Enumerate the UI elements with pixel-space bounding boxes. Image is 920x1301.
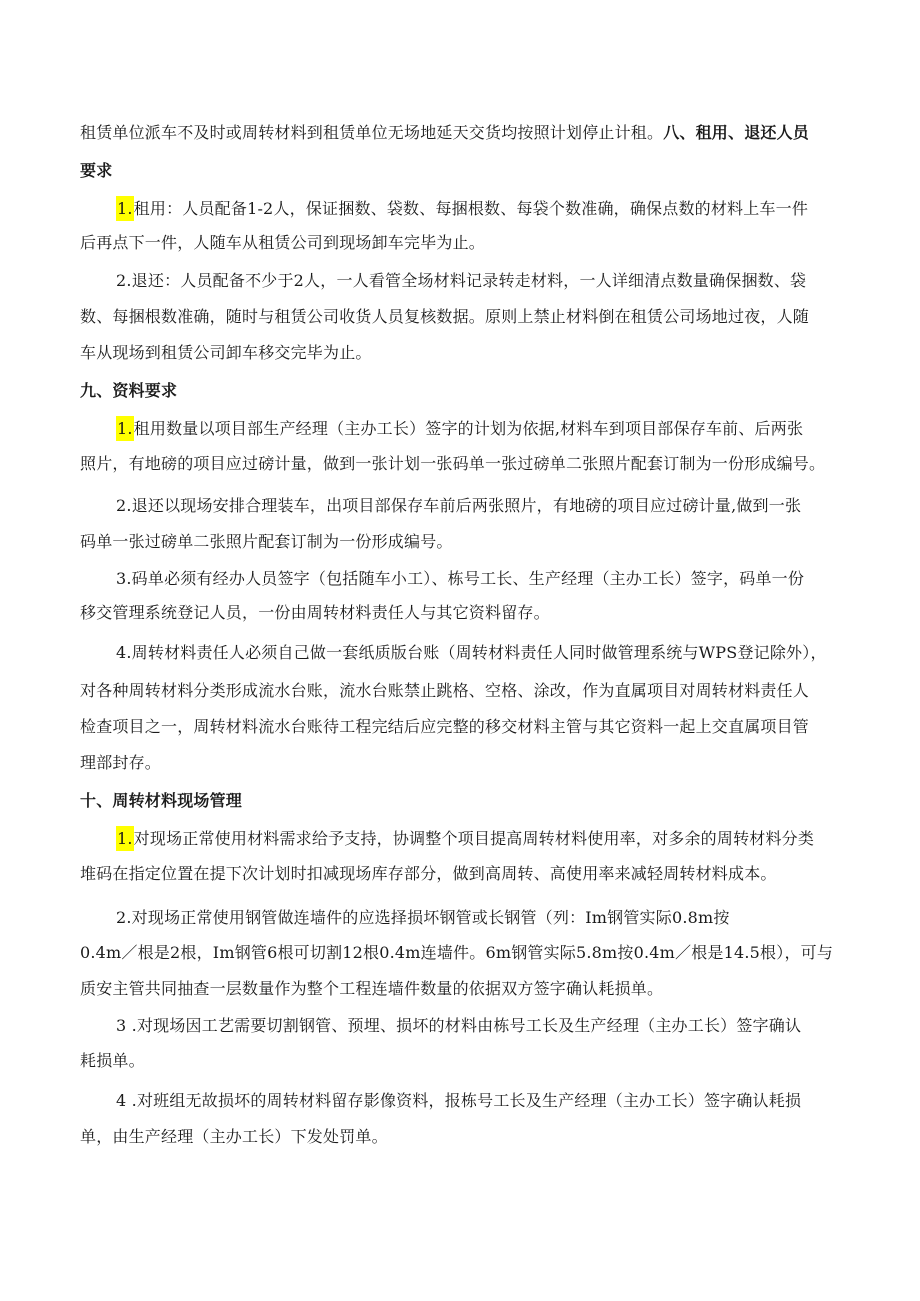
- section-8-heading: 八、租用、退还人员: [663, 123, 810, 142]
- s8-item2-line3: 车从现场到租赁公司卸车移交完毕为止。: [80, 343, 372, 362]
- s9-item1-text: 租用数量以项目部生产经理（主办工长）签字的计划为依据,材料车到项目部保存车前、后两张: [133, 419, 804, 438]
- s10-item2-line2: 0.4m／根是2根，Im钢管6根可切割12根0.4m连墙件。6m钢管实际5.8m按0.4m／根是14.5根），可与: [80, 943, 834, 962]
- s9-item3-line1: 3.码单必须有经办人员签字（包括随车小工）、栋号工长、生产经理（主办工长）签字，码单一份: [116, 569, 805, 588]
- s9-item4-line4: 理部封存。: [80, 753, 162, 772]
- s9-item2-line2: 码单一张过磅单二张照片配套订制为一份形成编号。: [80, 532, 453, 551]
- s10-item3-line2: 耗损单。: [80, 1051, 145, 1070]
- highlighted-number: 1.: [116, 826, 134, 851]
- section-10-heading: 十、周转材料现场管理: [80, 791, 243, 810]
- section-9-heading: 九、资料要求: [80, 381, 178, 400]
- s9-item2-line1: 2.退还以现场安排合理装车，出项目部保存车前后两张照片，有地磅的项目应过磅计量,做到一张: [116, 496, 802, 515]
- s9-item4-line3: 检查项目之一，周转材料流水台账待工程完结后应完整的移交材料主管与其它资料一起上交直属项目管: [80, 717, 810, 736]
- s10-item3-line1: 3 .对现场因工艺需要切割钢管、预埋、损坏的材料由栋号工长及生产经理（主办工长）签字确认: [116, 1016, 802, 1035]
- s10-item1-text: 对现场正常使用材料需求给予支持，协调整个项目提高周转材料使用率，对多余的周转材料分类: [133, 829, 815, 848]
- s8-item1-text: 租用：人员配备1-2人，保证捆数、袋数、每捆根数、每袋个数准确，确保点数的材料上车一件: [133, 199, 809, 218]
- s9-item4-line1: 4.周转材料责任人必须自己做一套纸质版台账（周转材料责任人同时做管理系统与WPS登记除外），: [116, 643, 827, 662]
- continuation-text: 租赁单位派车不及时或周转材料到租赁单位无场地延天交货均按照计划停止计租。: [80, 123, 664, 142]
- s8-item2-line2: 数、每捆根数准确，随时与租赁公司收货人员复核数据。原则上禁止材料倒在租赁公司场地过夜，人随: [80, 307, 810, 326]
- highlighted-number: 1.: [116, 196, 134, 221]
- s10-item4-line1: 4 .对班组无故损坏的周转材料留存影像资料，报栋号工长及生产经理（主办工长）签字确认耗损: [116, 1091, 802, 1110]
- s9-item4-line2: 对各种周转材料分类形成流水台账，流水台账禁止跳格、空格、涂改，作为直属项目对周转材料责任人: [80, 681, 810, 700]
- s8-item1-line2: 后再点下一件，人随车从租赁公司到现场卸车完毕为止。: [80, 233, 486, 252]
- s10-item1-line2: 堆码在指定位置在提下次计划时扣减现场库存部分，做到高周转、高使用率来减轻周转材料成本。: [80, 864, 777, 883]
- s10-item2-line3: 质安主管共同抽查一层数量作为整个工程连墙件数量的依据双方签字确认耗损单。: [80, 979, 664, 998]
- highlighted-number: 1.: [116, 416, 134, 441]
- s10-item1-line1: [116, 828, 814, 850]
- paragraph-line: [80, 122, 809, 144]
- s10-item2-line1: 2.对现场正常使用钢管做连墙件的应选择损坏钢管或长钢管（列：Im钢管实际0.8m按: [116, 908, 730, 927]
- s9-item1-line2: 照片，有地磅的项目应过磅计量，做到一张计划一张码单一张过磅单二张照片配套订制为一份形成编号。: [80, 454, 826, 473]
- s9-item3-line2: 移交管理系统登记人员，一份由周转材料责任人与其它资料留存。: [80, 603, 550, 622]
- s10-item4-line2: 单，由生产经理（主办工长）下发处罚单。: [80, 1127, 388, 1146]
- s8-item1-line1: [116, 198, 808, 220]
- s8-item2-line1: 2.退还：人员配备不少于2人，一人看管全场材料记录转走材料，一人详细清点数量确保捆数、袋: [116, 271, 807, 290]
- section-8-heading-cont: 要求: [80, 161, 113, 180]
- s9-item1-line1: [116, 418, 803, 440]
